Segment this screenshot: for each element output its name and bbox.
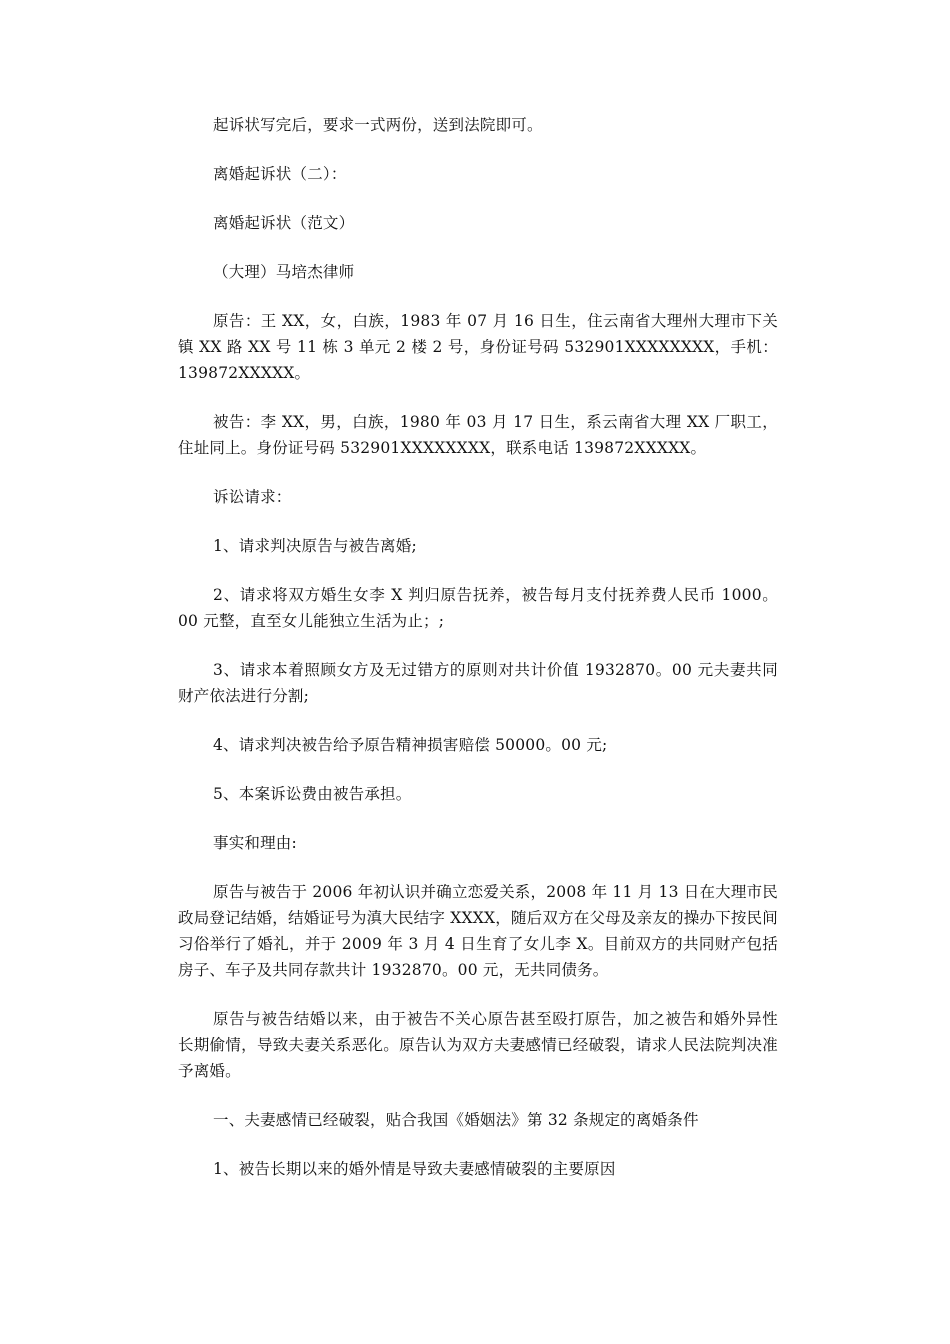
claim-item-1: 1、请求判决原告与被告离婚; bbox=[213, 537, 417, 555]
reason-subheading-1: 1、被告长期以来的婚外情是导致夫妻感情破裂的主要原因 bbox=[213, 1160, 616, 1178]
author-line: （大理）马培杰律师 bbox=[213, 263, 355, 281]
section-heading-two: 离婚起诉状（二）： bbox=[213, 165, 347, 183]
facts-paragraph-2: 原告与被告结婚以来，由于被告不关心原告甚至殴打原告，加之被告和婚外异性长期偷情，导致夫妻关系恶化。原告认为双方夫妻感情已经破裂，请求人民法院判决准予离婚。 bbox=[178, 1010, 778, 1080]
claim-item-5: 5、本案诉讼费由被告承担。 bbox=[213, 785, 412, 803]
claims-heading: 诉讼请求： bbox=[213, 488, 292, 506]
closing-instruction-paragraph: 起诉状写完后，要求一式两份，送到法院即可。 bbox=[213, 116, 543, 134]
defendant-paragraph: 被告：李 XX，男，白族，1980 年 03 月 17 日生，系云南省大理 XX 厂职工，住址同上。身份证号码 532901XXXXXXXX，联系电话 139872XXXXX。 bbox=[178, 413, 778, 457]
facts-heading: 事实和理由: bbox=[213, 834, 297, 852]
claim-item-3: 3、请求本着照顾女方及无过错方的原则对共计价值 1932870。00 元夫妻共同财产依法进行分割; bbox=[178, 661, 778, 705]
sample-title: 离婚起诉状（范文） bbox=[213, 214, 355, 232]
document-body bbox=[178, 112, 778, 1205]
facts-paragraph-1: 原告与被告于 2006 年初认识并确立恋爱关系，2008 年 11 月 13 日在大理市民政局登记结婚，结婚证号为滇大民结字 XXXX，随后双方在父母及亲友的操办下按民间习俗举行了婚礼，并于 2009 年 3 月 4 日生育了女儿李 X。目前双方的共同财产包括房子、车子及共同存款共计 1932870。00 元，无共同债务。 bbox=[178, 883, 778, 979]
claim-item-4: 4、请求判决被告给予原告精神损害赔偿 50000。00 元; bbox=[213, 736, 608, 754]
claim-item-2: 2、请求将双方婚生女李 X 判归原告抚养，被告每月支付抚养费人民币 1000。00 元整，直至女儿能独立生活为止；; bbox=[178, 586, 778, 630]
plaintiff-paragraph: 原告：王 XX，女，白族，1983 年 07 月 16 日生，住云南省大理州大理市下关镇 XX 路 XX 号 11 栋 3 单元 2 楼 2 号，身份证号码 532901XXXXXXXX，手机：139872XXXXX。 bbox=[178, 312, 778, 382]
reason-heading-1: 一、夫妻感情已经破裂，贴合我国《婚姻法》第 32 条规定的离婚条件 bbox=[213, 1111, 699, 1129]
